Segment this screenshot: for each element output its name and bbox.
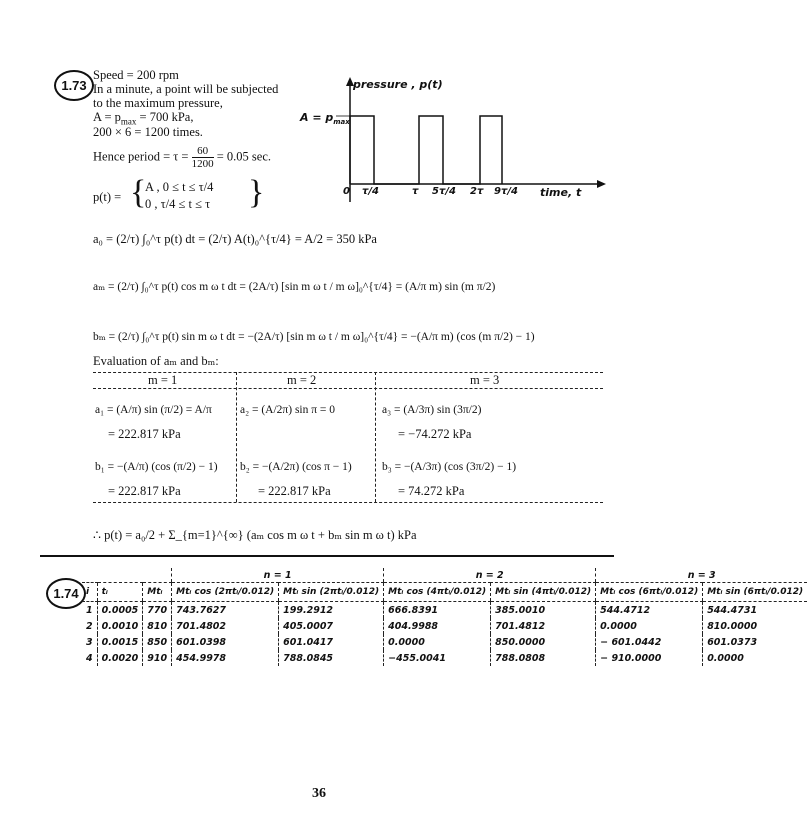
page-number: 36 — [312, 786, 326, 801]
a3-expression: a₃ = (A/3π) sin (3π/2) — [382, 404, 482, 416]
fourier-series-result: ∴ p(t) = a₀/2 + Σ_{m=1}^{∞} (aₘ cos m ω t + bₘ sin m ω t) kPa — [93, 528, 417, 542]
header-t: tᵢ — [97, 583, 143, 602]
speed-line: Speed = 200 rpm — [93, 68, 179, 82]
section-rule — [40, 555, 614, 557]
a3-value: = −74.272 kPa — [398, 427, 472, 441]
a2-expression: a₂ = (A/2π) sin π = 0 — [240, 404, 336, 416]
b2-expression: b₂ = −(A/2π) (cos π − 1) — [240, 461, 352, 473]
bm-equation: bₘ = (2/τ) ∫₀^τ p(t) sin m ω t dt = −(2A/τ) [sin m ω t / m ω]₀^{τ/4} = −(A/π m) (cos (m π/2) − 1) — [93, 331, 535, 343]
header-sin-n2: Mtᵢ sin (4πtᵢ/0.012) — [491, 583, 596, 602]
group-n1: n = 1 — [172, 568, 384, 583]
fourier-coefficient-table — [82, 568, 807, 666]
pt-case-1: A , 0 ≤ t ≤ τ/4 — [145, 180, 214, 194]
pressure-axis-label: pressure , p(t) — [353, 78, 443, 91]
pt-brace: { — [130, 174, 147, 211]
col-header-m1: m = 1 — [148, 373, 178, 387]
tick-quarter-tau: τ/4 — [362, 186, 379, 197]
problem-number-badge: 1.73 — [54, 70, 94, 101]
pulse-train — [350, 116, 502, 184]
header-i: i — [82, 583, 97, 602]
header-sin-n3: Mtᵢ sin (6πtᵢ/0.012) — [703, 583, 807, 602]
tick-9tau-4: 9τ/4 — [494, 186, 518, 197]
tick-2tau: 2τ — [470, 186, 484, 197]
pt-definition: p(t) = — [93, 190, 122, 204]
pt-brace-close: } — [248, 174, 265, 211]
pt-case-2: 0 , τ/4 ≤ t ≤ τ — [145, 197, 211, 211]
a1-expression: a₁ = (A/π) sin (π/2) = A/π — [95, 404, 212, 416]
header-sin-n1: Mtᵢ sin (2πtᵢ/0.012) — [279, 583, 384, 602]
b2-value: = 222.817 kPa — [258, 484, 331, 498]
b3-expression: b₃ = −(A/3π) (cos (3π/2) − 1) — [382, 461, 517, 473]
table-header-rule — [93, 388, 603, 389]
tick-5tau-4: 5τ/4 — [432, 186, 456, 197]
tick-tau: τ — [412, 186, 419, 197]
b3-value: = 74.272 kPa — [398, 484, 465, 498]
problem-number-badge: 1.74 — [46, 578, 86, 609]
col-header-m3: m = 3 — [470, 373, 500, 387]
table-row: 4 0.0020 910 454.9978 788.0845 −455.0041 788.0808 − 910.0000 0.0000 — [82, 650, 807, 666]
evaluation-title: Evaluation of aₘ and bₘ: — [93, 354, 219, 368]
table-bottom-rule — [93, 502, 603, 503]
column-divider — [236, 372, 237, 502]
am-equation: aₘ = (2/τ) ∫₀^τ p(t) cos m ω t dt = (2A/τ) [sin m ω t / m ω]₀^{τ/4} = (A/π m) sin (m π/2) — [93, 281, 496, 293]
a1-value: = 222.817 kPa — [108, 427, 181, 441]
intro-line: to the maximum pressure, — [93, 96, 223, 110]
amplitude-label: $A = p_{max}$ — [300, 111, 350, 127]
pmax-line: $A = p_{max} = 700$ kPa, — [93, 110, 194, 127]
table-row: 3 0.0015 850 601.0398 601.0417 0.0000 850.0000 − 601.0442 601.0373 — [82, 634, 807, 650]
column-divider — [375, 372, 376, 502]
group-n2: n = 2 — [384, 568, 596, 583]
x-axis-arrow — [597, 180, 606, 188]
times-line: 200 × 6 = 1200 times. — [93, 125, 203, 139]
b1-expression: b₁ = −(A/π) (cos (π/2) − 1) — [95, 461, 218, 473]
b1-value: = 222.817 kPa — [108, 484, 181, 498]
table-row: 1 0.0005 770 743.7627 199.2912 666.8391 385.0010 544.4712 544.4731 — [82, 602, 807, 619]
header-cos-n3: Mtᵢ cos (6πtᵢ/0.012) — [596, 583, 703, 602]
time-axis-label: time, t — [540, 186, 582, 199]
table-row: 2 0.0010 810 701.4802 405.0007 404.9988 701.4812 0.0000 810.0000 — [82, 618, 807, 634]
header-mt: Mtᵢ — [143, 583, 172, 602]
group-n3: n = 3 — [596, 568, 807, 583]
header-cos-n2: Mtᵢ cos (4πtᵢ/0.012) — [384, 583, 491, 602]
pressure-graph — [300, 72, 620, 222]
tick-0: 0 — [343, 186, 350, 197]
a0-equation: a₀ = (2/τ) ∫₀^τ p(t) dt = (2/τ) A(t)₀^{τ/4} = A/2 = 350 kPa — [93, 232, 377, 246]
period-equation: Hence period = τ = $\frac{60}{1200}$ = 0.05 sec. — [93, 145, 271, 170]
intro-line: In a minute, a point will be subjected — [93, 82, 279, 96]
header-cos-n1: Mtᵢ cos (2πtᵢ/0.012) — [172, 583, 279, 602]
col-header-m2: m = 2 — [287, 373, 317, 387]
